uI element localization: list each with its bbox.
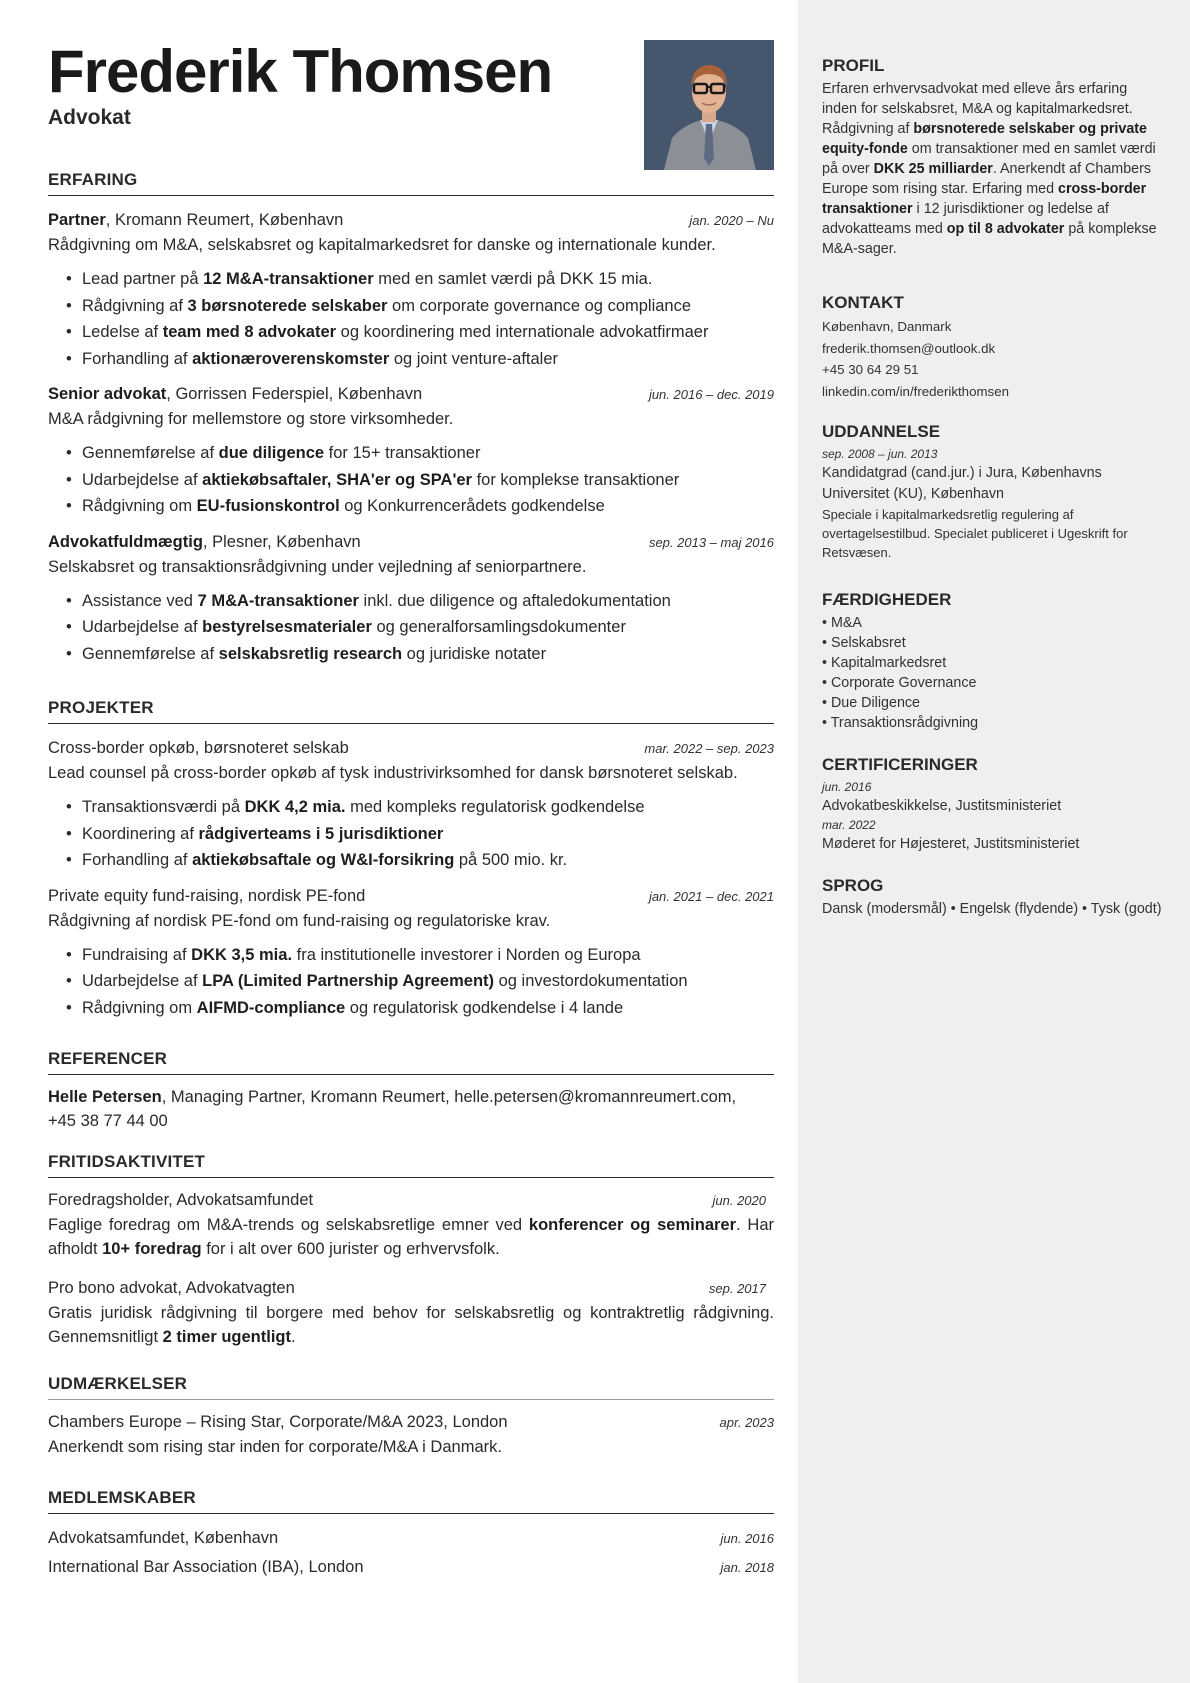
profile-summary: Erfaren erhvervsadvokat med elleve års erfaring inden for selskabsret, M&A og kapitalmarkedsret. Rådgivning af børsnoterede selskaber og private equity-fonde om transaktioner med en samlet værdi på over DKK 25 milliarder. Anerkendt af Chambers Europe som rising star. Erfaring med cross-border transaktioner i 12 jurisdiktioner og ledelse af advokatteams med op til 8 advokater på komplekse M&A-sager.: [822, 81, 1157, 257]
skill-item: • M&A: [822, 613, 1162, 633]
bullet-list: [48, 266, 774, 372]
bullet-item: • Assistance ved 7 M&A-transaktioner inkl. due diligence og aftaledokumentation: [48, 588, 774, 615]
bullet-list: [48, 942, 774, 1022]
sidebar-heading: FÆRDIGHEDER: [822, 590, 952, 609]
award-title: Chambers Europe – Rising Star, Corporate/M&A 2023, London: [48, 1413, 508, 1431]
bullet-item: • Gennemførelse af due diligence for 15+ transaktioner: [48, 440, 774, 467]
skills-list: [822, 613, 1162, 733]
profile-section: [822, 56, 1162, 259]
projects-section: [48, 698, 774, 1031]
entry-title: Foredragsholder, Advokatsamfundet: [48, 1191, 314, 1209]
bullet-item: • Udarbejdelse af LPA (Limited Partnership Agreement) og investordokumentation: [48, 968, 774, 995]
sidebar-heading: UDDANNELSE: [822, 422, 941, 441]
bullet-item: • Fundraising af DKK 3,5 mia. fra institutionelle investorer i Norden og Europa: [48, 942, 774, 969]
certification-name: Advokatbeskikkelse, Justitsministeriet: [822, 798, 1062, 814]
bullet-item: • Gennemførelse af selskabsretlig research og juridiske notater: [48, 641, 774, 668]
memberships-section: [48, 1488, 774, 1582]
entry-title: Advokatfuldmægtig, Plesner, København: [48, 532, 361, 551]
certification-date: mar. 2022: [822, 818, 876, 832]
languages-list: Dansk (modersmål) • Engelsk (flydende) • Tysk (godt): [822, 901, 1162, 917]
reference-phone: +45 38 77 44 00: [48, 1112, 168, 1130]
bullet-item: • Udarbejdelse af aktiekøbsaftaler, SHA'er og SPA'er for komplekse transaktioner: [48, 467, 774, 494]
section-heading: FRITIDSAKTIVITET: [48, 1152, 774, 1178]
education-note: Speciale i kapitalmarkedsretlig regulering af overtagelsestilbud. Specialet publiceret i Ugeskrift for Retsvæsen.: [822, 507, 1128, 560]
entry-description: Faglige foredrag om M&A-trends og selskabsretlige emner ved konferencer og seminarer. Har afholdt 10+ foredrag for i alt over 600 jurister og erhvervsfolk.: [48, 1216, 774, 1258]
entry-title: Pro bono advokat, Advokatvagten: [48, 1279, 295, 1297]
bullet-item: • Forhandling af aktionæroverenskomster og joint venture-aftaler: [48, 346, 774, 373]
sidebar-heading: SPROG: [822, 876, 884, 895]
membership-entry: Advokatsamfundet, København jun. 2016: [48, 1529, 774, 1547]
entry-title: Private equity fund-raising, nordisk PE-fond: [48, 886, 366, 905]
experience-entry: [48, 530, 774, 668]
section-heading: UDMÆRKELSER: [48, 1374, 774, 1400]
contact-section: [822, 293, 1162, 402]
activity-entry: [48, 1188, 774, 1261]
contact-linkedin[interactable]: linkedin.com/in/frederikthomsen: [822, 383, 1009, 399]
experience-entry: [48, 382, 774, 520]
contact-email[interactable]: frederik.thomsen@outlook.dk: [822, 340, 996, 356]
section-heading: MEDLEMSKABER: [48, 1488, 774, 1514]
entry-title: Senior advokat, Gorrissen Federspiel, København: [48, 385, 423, 403]
entry-description: Rådgivning om M&A, selskabsret og kapitalmarkedsret for danske og internationale kunder.: [48, 236, 716, 254]
award-description: Anerkendt som rising star inden for corporate/M&A i Danmark.: [48, 1438, 502, 1456]
skill-item: • Due Diligence: [822, 693, 1162, 713]
experience-entry: [48, 208, 774, 372]
bullet-item: • Lead partner på 12 M&A-transaktioner med en samlet værdi på DKK 15 mia.: [48, 266, 774, 293]
project-entry: [48, 884, 774, 1022]
skills-section: [822, 590, 1162, 733]
sidebar-heading: KONTAKT: [822, 293, 904, 312]
entry-description: Lead counsel på cross-border opkøb af tysk industrivirksomhed for dansk børsnoteret selskab.: [48, 764, 738, 782]
entry-title: Cross-border opkøb, børsnoteret selskab: [48, 739, 349, 757]
entry-date: jun. 2020: [712, 1193, 766, 1208]
section-heading: PROJEKTER: [48, 698, 774, 724]
bullet-item: • Transaktionsværdi på DKK 4,2 mia. med kompleks regulatorisk godkendelse: [48, 794, 774, 821]
certifications-section: [822, 755, 1162, 854]
certification-date: jun. 2016: [822, 780, 872, 794]
sidebar-heading: PROFIL: [822, 56, 885, 75]
section-heading: ERFARING: [48, 170, 774, 196]
awards-section: [48, 1374, 774, 1459]
activity-entry: [48, 1276, 774, 1349]
bullet-list: [48, 588, 774, 668]
education-date: sep. 2008 – jun. 2013: [822, 447, 938, 461]
entry-date: apr. 2023: [719, 1415, 774, 1430]
education-section: [822, 422, 1162, 562]
entry-date: sep. 2013 – maj 2016: [648, 534, 774, 550]
skill-item: • Selskabsret: [822, 633, 1162, 653]
bullet-item: • Rådgivning af 3 børsnoterede selskaber om corporate governance og compliance: [48, 293, 774, 320]
experience-section: [48, 170, 774, 677]
candidate-name: Frederik Thomsen: [48, 38, 553, 105]
references-section: [48, 1049, 774, 1133]
education-degree: Kandidatgrad (cand.jur.) i Jura, Københavns Universitet (KU), København: [822, 465, 1102, 502]
entry-description: Gratis juridisk rådgivning til borgere med behov for selskabsretlig og kontraktretlig rådgivning. Gennemsnitligt 2 timer ugentligt.: [48, 1304, 774, 1346]
profile-photo: [644, 40, 774, 170]
bullet-item: • Rådgivning om EU-fusionskontrol og Konkurrencerådets godkendelse: [48, 493, 774, 520]
entry-date: sep. 2017: [708, 1281, 766, 1296]
membership-entry: International Bar Association (IBA), London jan. 2018: [48, 1558, 774, 1576]
project-entry: [48, 736, 774, 874]
entry-date: mar. 2022 – sep. 2023: [644, 741, 774, 756]
section-heading: REFERENCER: [48, 1049, 774, 1075]
entry-description: M&A rådgivning for mellemstore og store virksomheder.: [48, 410, 454, 428]
entry-description: Selskabsret og transaktionsrådgivning under vejledning af seniorpartnere.: [48, 557, 587, 576]
contact-phone[interactable]: +45 30 64 29 51: [822, 362, 919, 377]
entry-date: jun. 2016 – dec. 2019: [648, 387, 774, 402]
bullet-item: • Rådgivning om AIFMD-compliance og regulatorisk godkendelse i 4 lande: [48, 995, 774, 1022]
sidebar-heading: CERTIFICERINGER: [822, 755, 978, 774]
certification-name: Møderet for Højesteret, Justitsministeriet: [822, 836, 1080, 852]
bullet-item: • Ledelse af team med 8 advokater og koordinering med internationale advokatfirmaer: [48, 319, 774, 346]
reference-entry: Helle Petersen, Managing Partner, Kromann Reumert, helle.petersen@kromannreumert.com,: [48, 1088, 737, 1106]
activities-section: [48, 1152, 774, 1349]
entry-title: Partner, Kromann Reumert, København: [48, 211, 344, 229]
entry-date: jan. 2021 – dec. 2021: [648, 888, 774, 904]
bullet-item: • Koordinering af rådgiverteams i 5 jurisdiktioner: [48, 821, 774, 848]
skill-item: • Corporate Governance: [822, 673, 1162, 693]
entry-description: Rådgivning af nordisk PE-fond om fund-raising og regulatoriske krav.: [48, 911, 551, 930]
sidebar: [798, 0, 1190, 1683]
languages-section: [822, 876, 1162, 919]
bullet-item: • Udarbejdelse af bestyrelsesmaterialer og generalforsamlingsdokumenter: [48, 614, 774, 641]
bullet-list: [48, 794, 774, 874]
skill-item: • Kapitalmarkedsret: [822, 653, 1162, 673]
contact-location: København, Danmark: [822, 319, 952, 334]
skill-item: • Transaktionsrådgivning: [822, 713, 1162, 733]
candidate-title: Advokat: [48, 106, 131, 129]
person-portrait-icon: [644, 40, 774, 170]
entry-date: jan. 2020 – Nu: [689, 213, 774, 228]
bullet-list: [48, 440, 774, 520]
bullet-item: • Forhandling af aktiekøbsaftale og W&I-forsikring på 500 mio. kr.: [48, 847, 774, 874]
